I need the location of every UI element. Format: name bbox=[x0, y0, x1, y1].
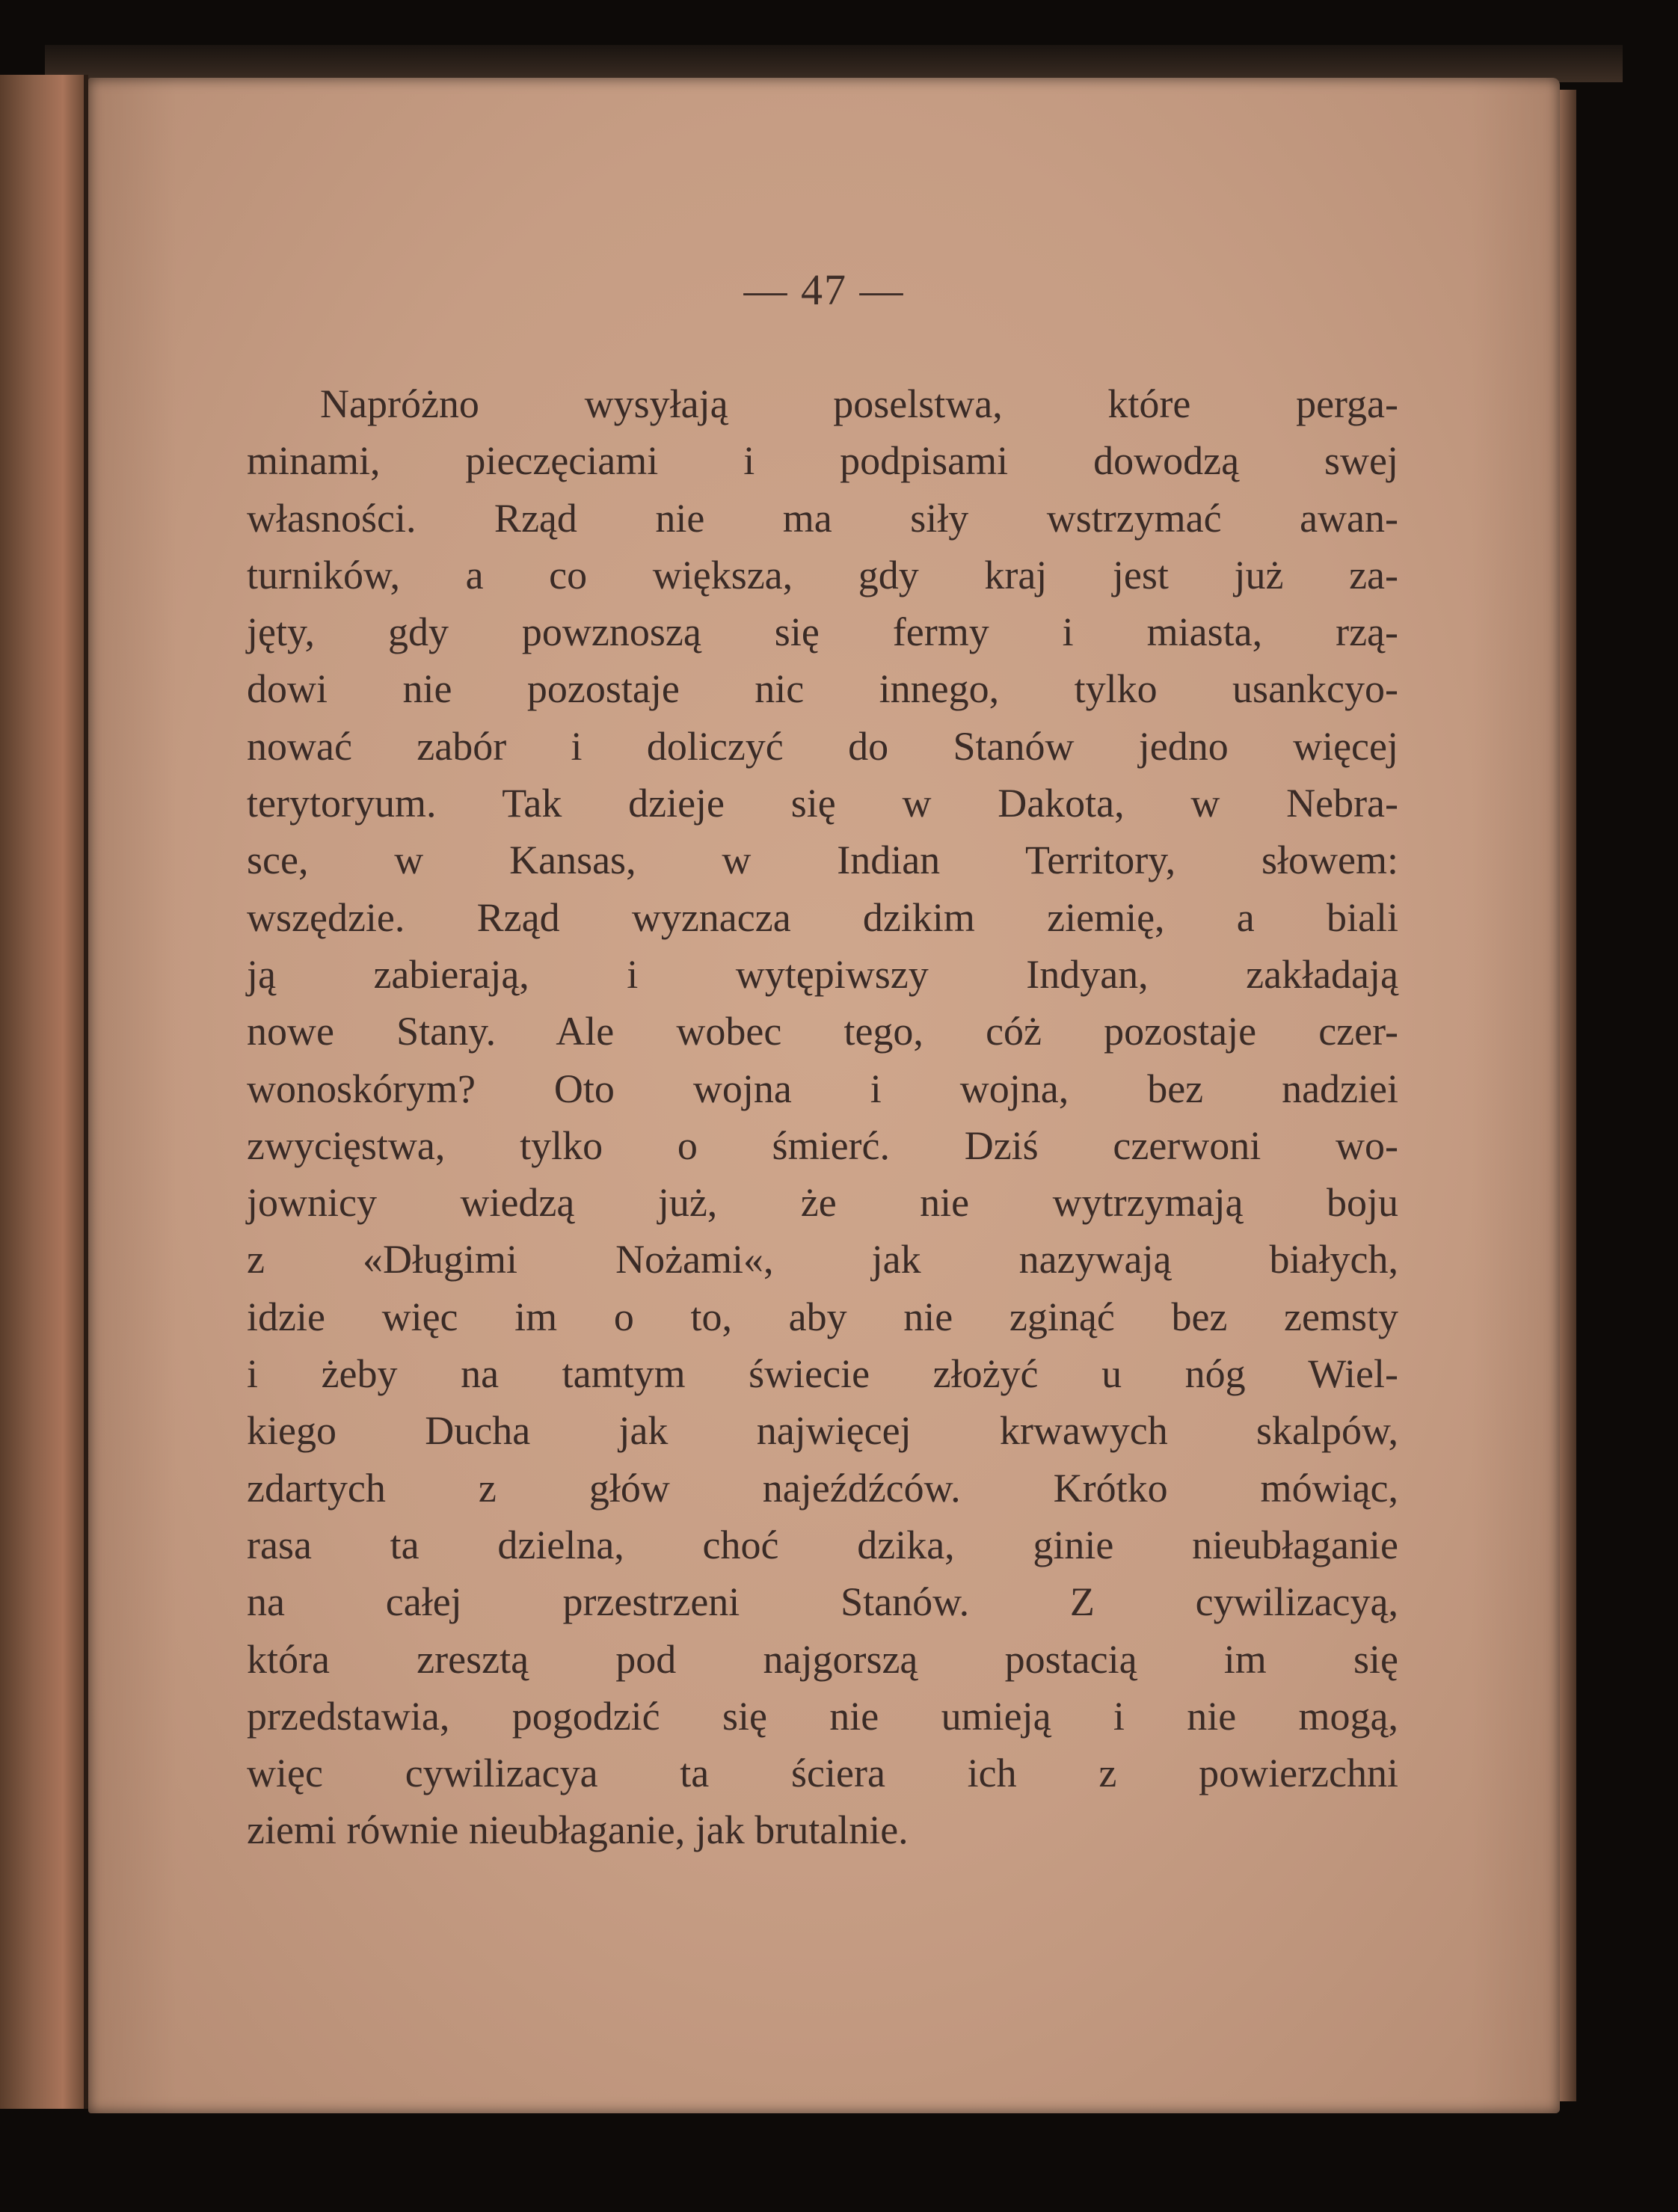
text-line: zwycięstwa, tylko o śmierć. Dziś czerwoni wo- bbox=[247, 1122, 1398, 1168]
text-line: kiego Ducha jak najwięcej krwawych skalpów, bbox=[247, 1408, 1398, 1454]
text-line: wszędzie. Rząd wyznacza dzikim ziemię, a biali bbox=[247, 894, 1398, 940]
text-line: która zresztą pod najgorszą postacią im się bbox=[247, 1636, 1398, 1682]
top-binding-shadow bbox=[45, 45, 1623, 82]
text-line: terytoryum. Tak dzieje się w Dakota, w Nebra- bbox=[247, 781, 1398, 826]
text-line: zdartych z głów najeźdźców. Krótko mówiąc, bbox=[247, 1465, 1398, 1511]
text-line: nowe Stany. Ale wobec tego, cóż pozostaje czer- bbox=[247, 1009, 1398, 1054]
text-line: idzie więc im o to, aby nie zginąć bez zemsty bbox=[247, 1294, 1398, 1339]
text-line: wonoskórym? Oto wojna i wojna, bez nadziei bbox=[247, 1066, 1398, 1111]
text-line: więc cywilizacya ta ściera ich z powierzchni bbox=[247, 1751, 1398, 1796]
page-number: — 47 — bbox=[743, 265, 905, 314]
body-text bbox=[247, 375, 1398, 1859]
text-line: przedstawia, pogodzić się nie umieją i nie mogą, bbox=[247, 1693, 1398, 1739]
text-line: jownicy wiedzą już, że nie wytrzymają boju bbox=[247, 1180, 1398, 1226]
text-line: sce, w Kansas, w Indian Territory, słowem: bbox=[247, 838, 1398, 883]
text-line: ją zabierają, i wytępiwszy Indyan, zakładają bbox=[247, 951, 1398, 997]
text-line: na całej przestrzeni Stanów. Z cywilizacyą, bbox=[247, 1579, 1398, 1625]
text-line: minami, pieczęciami i podpisami dowodzą swej bbox=[247, 438, 1398, 484]
text-line: turników, a co większa, gdy kraj jest już za- bbox=[247, 552, 1398, 597]
text-line: Napróżno wysyłają poselstwa, które perga- bbox=[320, 381, 1398, 426]
text-line: jęty, gdy powznoszą się fermy i miasta, rzą- bbox=[247, 609, 1398, 655]
left-page-edge bbox=[0, 75, 88, 2109]
book-page bbox=[88, 78, 1560, 2113]
right-page-edge bbox=[1560, 90, 1576, 2101]
text-line: i żeby na tamtym świecie złożyć u nóg Wiel- bbox=[247, 1351, 1398, 1397]
text-line: dowi nie pozostaje nic innego, tylko usankcyo- bbox=[247, 666, 1398, 712]
text-line: z «Długimi Nożami«, jak nazywają białych, bbox=[247, 1237, 1398, 1282]
text-line: własności. Rząd nie ma siły wstrzymać awan- bbox=[247, 495, 1398, 541]
text-line: rasa ta dzielna, choć dzika, ginie nieubłaganie bbox=[247, 1522, 1398, 1567]
text-line: ziemi równie nieubłaganie, jak brutalnie. bbox=[247, 1807, 909, 1853]
text-line: nować zabór i doliczyć do Stanów jedno więcej bbox=[247, 723, 1398, 769]
